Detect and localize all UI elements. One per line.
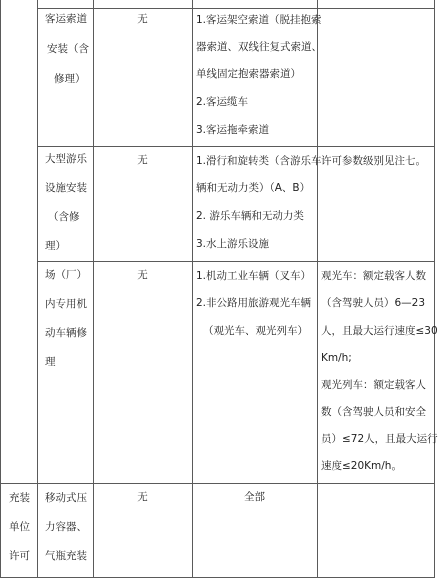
row1-scope-line2: 器索道、双线往复式索道、 — [196, 41, 322, 53]
row3-item-line4: 理 — [45, 356, 56, 368]
row1-item-line1: 客运索道 — [45, 13, 87, 25]
row2-item-line4: 理） — [45, 240, 66, 252]
row3-remark-line6: 数（含驾驶人员和安全 — [321, 406, 426, 418]
row3-scope-line1: 1.机动工业车辆（叉车） — [196, 270, 312, 282]
row4-item-line2: 力容器、 — [45, 521, 87, 533]
row2-scope-line2: 辆和无动力类）（A、B） — [196, 182, 311, 194]
row3-scope-line3: （观光车、观光列车） — [203, 325, 308, 337]
row4-grade: 无 — [137, 491, 148, 503]
row2-scope-line4: 3.水上游乐设施 — [196, 238, 270, 250]
row3-item-line3: 动车辆修 — [45, 327, 87, 339]
row2-remark-line1: 许可参数级别见注七。 — [321, 155, 426, 167]
row1-item-line3: 修理） — [54, 73, 86, 85]
row4-category-line2: 单位 — [9, 521, 30, 533]
row2-item-line2: 设施安装 — [45, 182, 87, 194]
grid-line-scope-divider — [317, 0, 318, 578]
row3-remark-line8: 速度≤20Km/h。 — [321, 460, 402, 472]
row1-scope-line5: 3.客运拖牵索道 — [196, 124, 270, 136]
row2-scope-line3: 2. 游乐车辆和无动力类 — [196, 210, 304, 222]
row3-remark-line3: 人，且最大运行速度≤30 — [321, 325, 438, 337]
row1-scope-line1: 1.客运架空索道（脱挂抱索 — [196, 14, 322, 26]
row1-scope-line3: 单线固定抱索器索道） — [196, 68, 301, 80]
row3-scope-line2: 2.非公路用旅游观光车辆 — [196, 297, 312, 309]
row3-remark-line2: （含驾驶人员）6—23 — [321, 297, 426, 309]
row4-item-line1: 移动式压 — [45, 492, 87, 504]
grid-line-row4-top — [0, 483, 435, 484]
grid-line-category-divider — [37, 0, 38, 578]
row3-remark-line7: 员）≤72人，且最大运行 — [321, 433, 438, 445]
row1-grade: 无 — [137, 13, 148, 25]
row2-grade: 无 — [137, 154, 148, 166]
row1-item-line2: 安装（含 — [47, 43, 89, 55]
grid-line-row2-top — [37, 146, 435, 147]
row4-scope: 全部 — [244, 491, 265, 503]
row2-scope-line1: 1.滑行和旋转类（含游乐车 — [196, 155, 322, 167]
row3-remark-line1: 观光车：额定载客人数 — [321, 270, 426, 282]
row2-item-line3: （含修 — [48, 211, 80, 223]
row4-category-line3: 许可 — [9, 550, 30, 562]
row3-remark-line5: 观光列车：额定载客人 — [321, 379, 426, 391]
row3-remark-line4: Km/h; — [321, 352, 352, 364]
row3-item-line2: 内专用机 — [45, 298, 87, 310]
row1-scope-line4: 2.客运缆车 — [196, 96, 249, 108]
row3-item-line1: 场（厂） — [45, 269, 87, 281]
grid-line-left-edge — [0, 0, 1, 578]
row3-grade: 无 — [137, 269, 148, 281]
row4-category-line1: 充装 — [9, 492, 30, 504]
grid-line-right-edge — [434, 0, 435, 578]
row4-item-line3: 气瓶充装 — [45, 550, 87, 562]
grid-line-row3-top — [37, 261, 435, 262]
row2-item-line1: 大型游乐 — [45, 153, 87, 165]
